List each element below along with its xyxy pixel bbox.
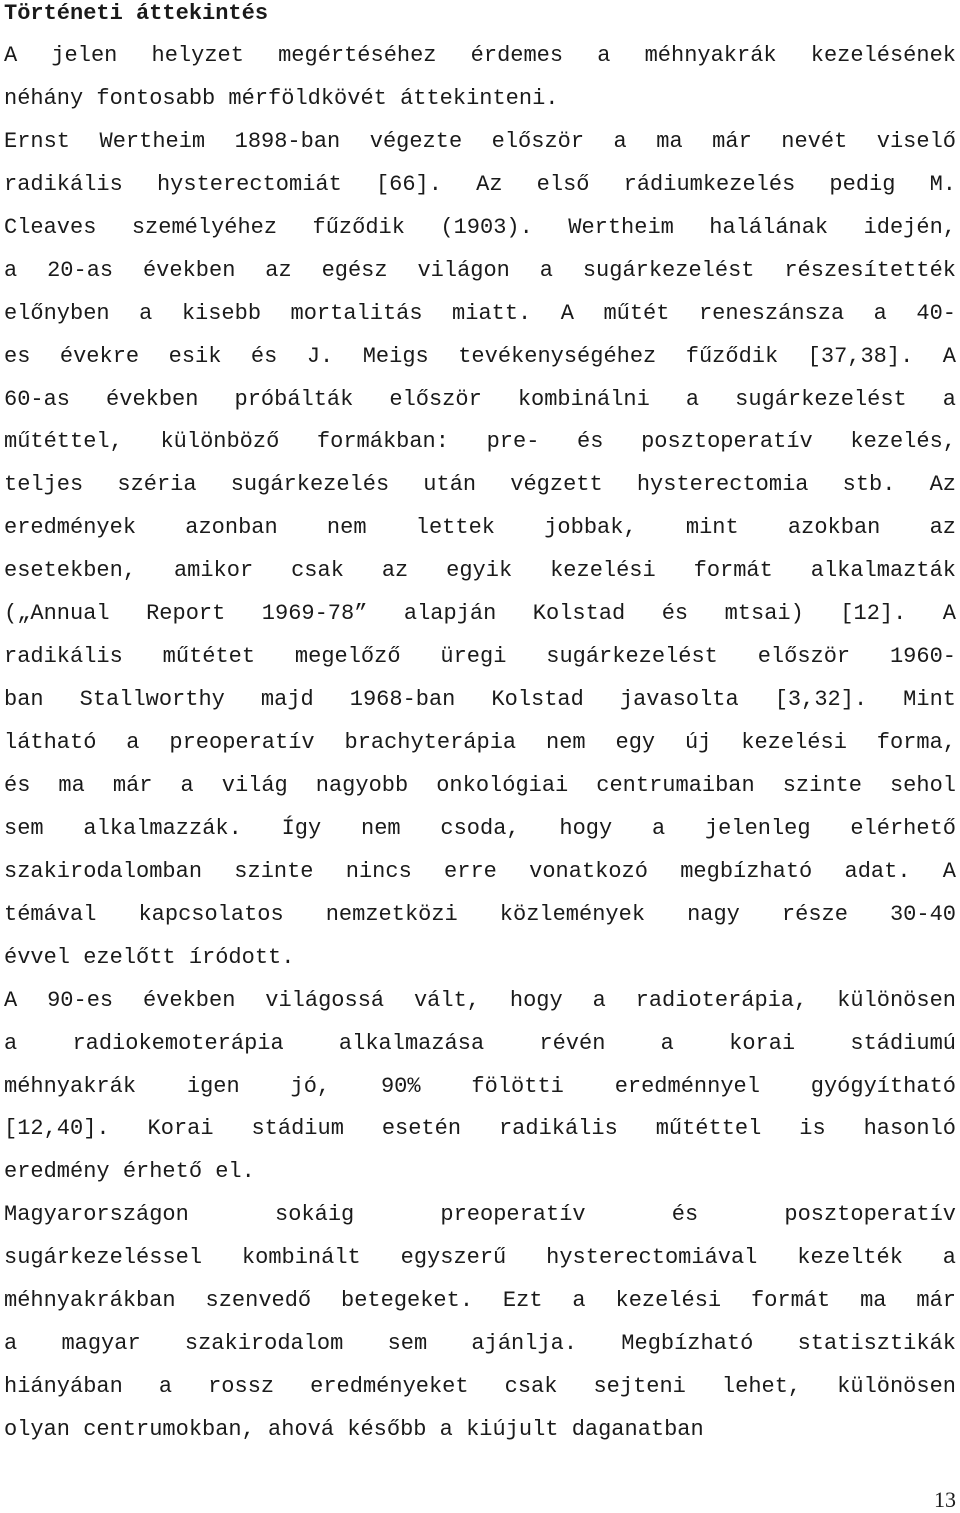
- text-line: néhány fontosabb mérföldkövét áttekinteni.: [4, 85, 559, 111]
- text-line: Magyarországon sokáig preoperatív és posztoperatív: [4, 1202, 956, 1228]
- text-line: A 90-es években világossá vált, hogy a radioterápia, különösen: [4, 987, 956, 1013]
- text-line: ban Stallworthy majd 1968-ban Kolstad javasolta [3,32]. Mint: [4, 687, 956, 713]
- text-line: eredmény érhető el.: [4, 1159, 255, 1185]
- text-line: („Annual Report 1969-78” alapján Kolstad és mtsai) [12]. A: [4, 601, 956, 627]
- text-line: Ernst Wertheim 1898-ban végezte először a ma már nevét viselő: [4, 128, 956, 154]
- text-line: hiányában a rossz eredményeket csak sejteni lehet, különösen: [4, 1374, 956, 1400]
- text-line: szakirodalomban szinte nincs erre vonatkozó megbízható adat. A: [4, 858, 956, 884]
- text-line: méhnyakrákban szenvedő betegeket. Ezt a kezelési formát ma már: [4, 1288, 956, 1314]
- text-line: teljes széria sugárkezelés után végzett hysterectomia stb. Az: [4, 472, 956, 498]
- body-text: [4, 35, 956, 1452]
- text-line: látható a preoperatív brachyterápia nem egy új kezelési forma,: [4, 730, 956, 755]
- text-line: sugárkezeléssel kombinált egyszerű hysterectomiával kezelték a: [4, 1245, 956, 1271]
- text-line: sem alkalmazzák. Így nem csoda, hogy a jelenleg elérhető: [4, 815, 956, 841]
- text-line: évvel ezelőtt íródott.: [4, 944, 295, 970]
- page-number: 13: [934, 1487, 956, 1512]
- text-line: előnyben a kisebb mortalitás miatt. A műtét reneszánsza a 40-: [4, 300, 956, 326]
- text-line: radikális hysterectomiát [66]. Az első rádiumkezelés pedig M.: [4, 171, 956, 197]
- text-line: eredmények azonban nem lettek jobbak, mint azokban az: [4, 515, 956, 541]
- section-title: Történeti áttekintés: [4, 1, 269, 26]
- text-line: méhnyakrák igen jó, 90% fölötti eredménnyel gyógyítható: [4, 1073, 956, 1099]
- text-line: Cleaves személyéhez fűződik (1903). Wertheim halálának idején,: [4, 214, 956, 240]
- text-line: A jelen helyzet megértéséhez érdemes a méhnyakrák kezelésének: [4, 43, 956, 68]
- text-line: témával kapcsolatos nemzetközi közlemények nagy része 30-40: [4, 901, 956, 927]
- text-line: a magyar szakirodalom sem ajánlja. Megbízható statisztikák: [4, 1331, 956, 1357]
- text-line: olyan centrumokban, ahová később a kiújult daganatban: [4, 1417, 704, 1442]
- text-line: radikális műtétet megelőző üregi sugárkezelést először 1960-: [4, 644, 956, 670]
- text-line: műtéttel, különböző formákban: pre- és posztoperatív kezelés,: [4, 429, 956, 455]
- text-line: 60-as években próbálták először kombinálni a sugárkezelést a: [4, 386, 956, 412]
- text-line: [12,40]. Korai stádium esetén radikális műtéttel is hasonló: [4, 1116, 956, 1142]
- text-line: es évekre esik és J. Meigs tevékenységéhez fűződik [37,38]. A: [4, 343, 956, 369]
- text-line: esetekben, amikor csak az egyik kezelési formát alkalmazták: [4, 558, 956, 584]
- text-line: a radiokemoterápia alkalmazása révén a korai stádiumú: [4, 1030, 956, 1056]
- text-line: és ma már a világ nagyobb onkológiai centrumaiban szinte sehol: [4, 772, 956, 798]
- text-line: a 20-as években az egész világon a sugárkezelést részesítették: [4, 257, 956, 283]
